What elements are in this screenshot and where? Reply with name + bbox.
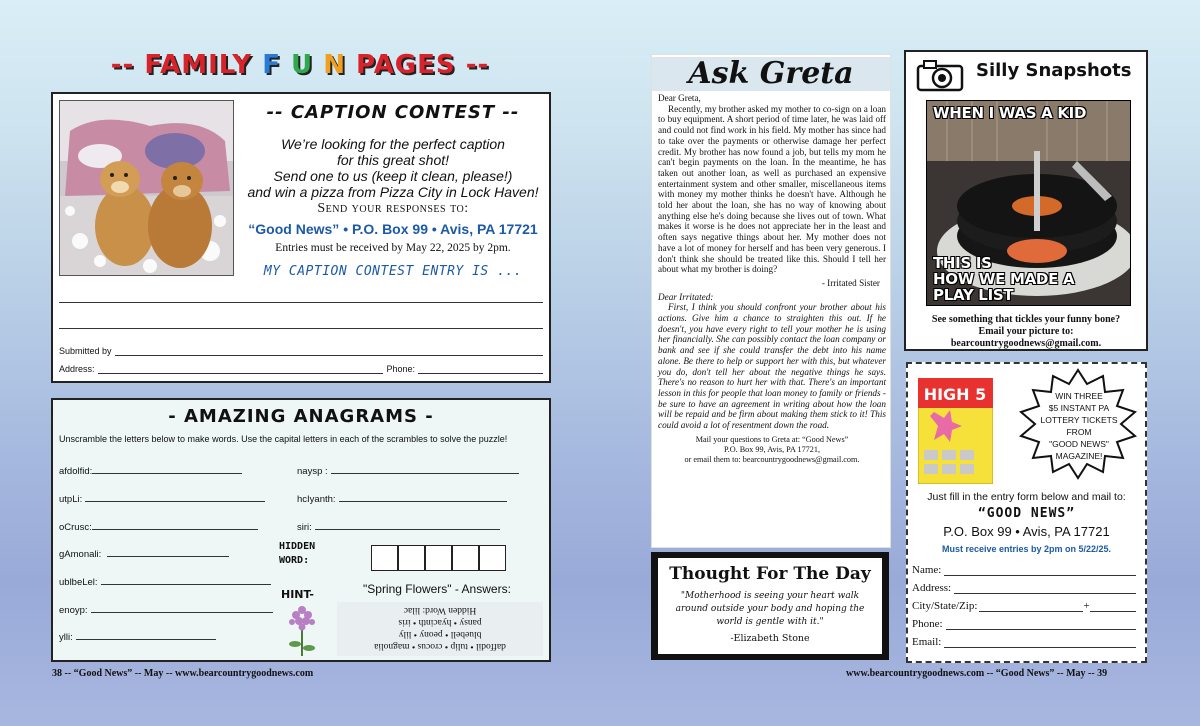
anagram-scramble: utpLi: xyxy=(59,494,83,505)
anagram-scramble: afdolfid: xyxy=(59,466,93,477)
anagram-answer-field[interactable] xyxy=(91,603,273,613)
city-state-zip-label: City/State/Zip: xyxy=(912,600,978,612)
lottery-address: P.O. Box 99 • Avis, PA 17721 xyxy=(943,524,1110,539)
record-player-photo xyxy=(926,100,1131,306)
reply-section xyxy=(658,292,886,431)
letter-signature: - Irritated Sister xyxy=(821,277,880,288)
thought-quote: "Motherhood is seeing your heart walk around outside your body and hoping the world is gentle with it." xyxy=(675,591,865,627)
phone-label: Phone: xyxy=(912,618,943,630)
anagram-item xyxy=(59,464,242,477)
lottery-phone-row xyxy=(912,618,1136,630)
mail-line: P.O. Box 99, Avis, PA 17721, xyxy=(724,444,820,454)
answers-line: Hidden Word: lilac xyxy=(403,605,477,615)
anagram-answer-field[interactable] xyxy=(76,630,216,640)
send-responses-label: Send your responses to: xyxy=(317,201,469,216)
meme-bottom-line1: THIS IS xyxy=(933,254,992,272)
amazing-anagrams-panel xyxy=(51,398,551,662)
name-field[interactable] xyxy=(944,575,1136,576)
phone-field[interactable] xyxy=(418,373,543,374)
anagram-scramble: hcIyanth: xyxy=(297,494,336,505)
thought-author: -Elizabeth Stone xyxy=(730,633,810,644)
anagram-scramble: ublbeLel: xyxy=(59,577,98,588)
ask-greta-text xyxy=(658,93,886,465)
address-label: Address: xyxy=(912,582,952,594)
meme-bottom-line2: HOW WE MADE A xyxy=(933,270,1075,288)
title-prefix: -- FAMILY xyxy=(110,50,263,80)
lottery-address-row xyxy=(912,582,1136,594)
snapshots-caption-line: See something that tickles your funny bone? xyxy=(931,314,1121,325)
answers-line: daffodil • tulip • crocus • magnolia xyxy=(374,641,506,651)
lottery-ticket-icon xyxy=(918,378,993,484)
name-label: Name: xyxy=(912,564,942,576)
hidden-word-label: HIDDEN WORD: xyxy=(279,541,316,566)
hint-label: HINT- xyxy=(281,588,314,601)
greta-mail-info xyxy=(658,435,886,465)
anagram-answer-field[interactable] xyxy=(85,492,265,502)
hidden-letter-box[interactable] xyxy=(425,545,452,571)
submitted-by-row xyxy=(59,346,543,356)
email-label: Email: xyxy=(912,636,942,648)
meme-top-text: WHEN I WAS A KID xyxy=(933,104,1087,122)
anagram-item xyxy=(59,520,258,533)
silly-snapshots-title: Silly Snapshots xyxy=(976,60,1132,81)
caption-entry-line-1[interactable] xyxy=(59,302,543,303)
entry-deadline: Entries must be received by May 22, 2025 by 2pm. xyxy=(275,242,511,254)
letter-salutation: Dear Greta, xyxy=(658,93,701,103)
lottery-instructions: Just fill in the entry form below and mail to: xyxy=(927,491,1126,503)
lottery-city-row xyxy=(912,600,1136,612)
phone-label: Phone: xyxy=(386,364,416,374)
caption-contest-panel xyxy=(51,92,551,383)
camera-icon xyxy=(916,58,964,92)
anagram-scramble: gAmonali: xyxy=(59,549,102,560)
ticket-brand: HIGH 5 xyxy=(923,385,987,404)
title-letter-n: N xyxy=(323,50,346,80)
anagram-item xyxy=(59,547,229,560)
email-field[interactable] xyxy=(944,647,1136,648)
anagram-item xyxy=(297,464,519,477)
mail-line: Mail your questions to Greta at: “Good News” xyxy=(695,434,849,444)
upside-down-answers xyxy=(337,602,543,656)
anagram-item xyxy=(59,603,273,616)
zip-plus: + xyxy=(1083,600,1090,612)
thought-for-the-day-panel xyxy=(651,552,889,660)
ask-greta-title: Ask Greta xyxy=(652,57,890,91)
submitted-by-field[interactable] xyxy=(115,355,543,356)
title-letter-f: F xyxy=(262,50,281,80)
zip-plus4-field[interactable] xyxy=(1090,611,1136,612)
reply-body: First, I think you should confront your brother about his actions. Give him a chance to straighten this out. If he doesn't, you have every right to tell your mother he is using her financially. She can possibly contact the loan company or bank and see if she could transfer the debt into his name alone. Be there to help or support her with this, but whatever you do, don't tell her about the negative things he says. There's no reason to hurt her with that. There's an important lesson in this for people that loan money to family or friends - be sure to have an agreement in writing about how the loan will be repaid and be firm about making them stick to it! This could avoid a lot of resentment down the road. xyxy=(658,302,886,431)
mailing-address: “Good News” • P.O. Box 99 • Avis, PA 17721 xyxy=(248,221,538,237)
mail-line: or email them to: bearcountrygoodnews@gmail.com. xyxy=(684,454,860,464)
anagram-item xyxy=(297,520,500,533)
burst-line: LOTTERY TICKETS FROM xyxy=(1040,415,1118,437)
anagram-scramble: naysp : xyxy=(297,466,328,477)
answers-title: "Spring Flowers" - Answers: xyxy=(363,582,511,596)
answers-line: pansy • hyacinth • iris xyxy=(398,617,482,627)
anagram-answer-field[interactable] xyxy=(107,547,229,557)
title-suffix: PAGES -- xyxy=(345,50,490,80)
starburst-text xyxy=(1033,376,1125,476)
lottery-recipient: “GOOD NEWS” xyxy=(977,506,1076,521)
lottery-email-row xyxy=(912,636,1136,648)
snapshots-caption-line: Email your picture to: xyxy=(978,326,1074,337)
letter-body: Recently, my brother asked my mother to co-sign on a loan to buy equipment. A short period of time later, he was laid off and could not find work in his field. My mother has since had to take over the payments or otherwise damage her perfect credit. My brother has now found a job, but tells my mom he can't begin payments on the loan. In the meantime, he has taken out another loan, as well as purchased an expensive entertainment system and other smaller, miscellaneous items with money my mother thinks he doesn't have. Although he told her about the loan, she has no way of knowing about anything else he's doing because she lives out of town. What makes it worse is he does not appreciate her in the least and often says negative things about her. My mother does not have a lot of money for herself and has been very generous. I don't think she should be treated like this. Should I tell her about what my brother is doing? xyxy=(658,103,886,275)
address-phone-row xyxy=(59,364,543,374)
anagram-answer-field[interactable] xyxy=(92,464,242,474)
reply-salutation: Dear Irritated: xyxy=(658,291,714,302)
submitted-by-label: Submitted by xyxy=(59,346,112,356)
title-letter-u: U xyxy=(291,50,314,80)
hidden-letter-box[interactable] xyxy=(479,545,506,571)
anagram-scramble: oCrusc: xyxy=(59,522,92,533)
address-field[interactable] xyxy=(98,373,383,374)
caption-intro-line3: Send one to us (keep it clean, please!) xyxy=(273,168,513,184)
snapshots-email: bearcountrygoodnews@gmail.com. xyxy=(950,338,1102,349)
caption-entry-label: MY CAPTION CONTEST ENTRY IS ... xyxy=(263,264,523,279)
city-state-zip-field[interactable] xyxy=(979,611,1083,612)
anagram-answer-field[interactable] xyxy=(339,492,507,502)
lottery-deadline: Must receive entries by 2pm on 5/22/25. xyxy=(941,544,1112,554)
lottery-contest-panel xyxy=(906,362,1147,663)
anagram-scramble: ylli: xyxy=(59,632,73,643)
answers-line: bluebell • peony • lily xyxy=(398,629,482,639)
anagram-scramble: siri: xyxy=(297,522,312,533)
caption-intro-line2: for this great shot! xyxy=(336,152,450,168)
anagram-answer-field[interactable] xyxy=(331,464,519,474)
burst-line: "GOOD NEWS" xyxy=(1049,439,1109,449)
anagram-item xyxy=(59,630,216,643)
hidden-letter-box[interactable] xyxy=(398,545,425,571)
lilac-flower-icon xyxy=(285,604,319,656)
caption-contest-title: -- CAPTION CONTEST -- xyxy=(266,102,520,123)
silly-snapshots-panel xyxy=(904,50,1148,351)
left-page-footer: 38 -- “Good News” -- May -- www.bearcountrygoodnews.com xyxy=(52,668,314,679)
burst-line: MAGAZINE! xyxy=(1055,451,1103,461)
ask-greta-column xyxy=(652,55,890,547)
burst-line: $5 INSTANT PA xyxy=(1048,403,1110,413)
anagram-answer-field[interactable] xyxy=(315,520,500,530)
anagram-item xyxy=(59,492,265,505)
hidden-letter-box[interactable] xyxy=(452,545,479,571)
address-field[interactable] xyxy=(954,593,1136,594)
anagrams-title: - AMAZING ANAGRAMS - xyxy=(168,406,434,427)
anagram-item xyxy=(59,575,271,588)
anagrams-instructions: Unscramble the letters below to make words. Use the capital letters in each of the scrambles to solve the puzzle! xyxy=(59,434,508,444)
anagram-scramble: enoyp: xyxy=(59,605,88,616)
caption-intro-line1: We’re looking for the perfect caption xyxy=(281,136,505,152)
phone-field[interactable] xyxy=(946,629,1136,630)
lottery-name-row xyxy=(912,564,1136,576)
burst-line: WIN THREE xyxy=(1055,391,1103,401)
thought-inner xyxy=(658,558,882,654)
snapshots-caption xyxy=(906,314,1146,350)
meme-bottom-line3: PLAY LIST xyxy=(933,286,1014,304)
family-fun-pages-title xyxy=(50,50,550,80)
thought-title: Thought For The Day xyxy=(669,564,871,584)
hidden-word-boxes xyxy=(371,545,506,571)
anagram-answer-field[interactable] xyxy=(92,520,258,530)
anagram-answer-field[interactable] xyxy=(101,575,271,585)
caption-entry-line-2[interactable] xyxy=(59,328,543,329)
right-page-footer: www.bearcountrygoodnews.com -- “Good News” -- May -- 39 xyxy=(846,668,1108,679)
hidden-letter-box[interactable] xyxy=(371,545,398,571)
dogs-photo xyxy=(59,100,234,276)
caption-intro-line4: and win a pizza from Pizza City in Lock Haven! xyxy=(247,184,539,200)
address-label: Address: xyxy=(59,364,95,374)
anagram-item xyxy=(297,492,507,505)
